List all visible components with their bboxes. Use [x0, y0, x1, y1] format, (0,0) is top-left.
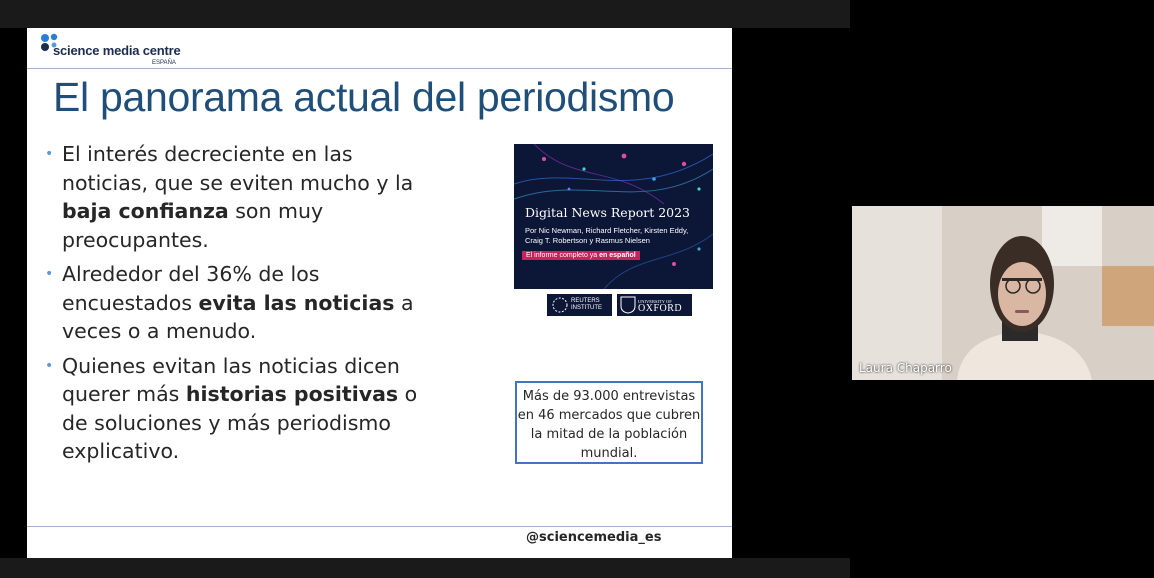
footer-divider — [27, 526, 732, 527]
smc-logo-sub: ESPAÑA — [152, 60, 176, 66]
participant-name: Laura Chaparro — [859, 361, 952, 375]
bullet-list — [45, 140, 425, 472]
bullet-item — [45, 140, 425, 254]
bullet-item — [45, 260, 425, 346]
bullet-emphasis: evita las noticias — [198, 290, 395, 315]
stats-box: Más de 93.000 entrevistas en 46 mercados que cubren la mitad de la población mundial. — [515, 381, 703, 464]
slide-title: El panorama actual del periodismo — [53, 74, 675, 120]
smc-logo-name: science media centre — [53, 43, 181, 58]
top-bar — [0, 0, 850, 28]
bottom-bar — [0, 558, 850, 578]
header-divider — [27, 68, 732, 69]
report-authors: Por Nic Newman, Richard Fletcher, Kirsten Eddy, Craig T. Robertson y Rasmus Nielsen — [525, 226, 689, 245]
report-cta-bold: en español — [599, 252, 636, 259]
participant-video-image — [852, 206, 1154, 380]
report-cover — [514, 144, 713, 289]
bullet-text: El interés decreciente en las noticias, que se eviten mucho y la — [62, 142, 414, 195]
oxford-university-text: UNIVERSITY OF — [638, 299, 672, 304]
bullet-text: son muy preocupantes. — [62, 199, 324, 252]
bullet-dot-icon: • — [45, 146, 54, 162]
bullet-text: Quienes evitan las noticias dicen querer más — [62, 353, 400, 406]
oxford-text: OXFORD — [638, 303, 683, 314]
bullet-dot-icon: • — [45, 266, 54, 282]
bullet-text: o de soluciones y más periodismo explicativo. — [62, 382, 418, 463]
reuters-logo — [547, 294, 612, 316]
twitter-handle: @sciencemedia_es — [526, 530, 662, 545]
bullet-emphasis: baja confianza — [62, 199, 229, 223]
report-cta — [522, 251, 640, 260]
reuters-logo-icon — [550, 295, 570, 315]
shared-slide — [27, 28, 732, 558]
bullet-text: Alrededor del 36% de los encuestados — [62, 262, 320, 315]
participant-video-tile[interactable] — [852, 206, 1154, 380]
bullet-item — [45, 352, 425, 466]
bullet-emphasis: historias positivas — [185, 382, 399, 406]
bullet-dot-icon: • — [45, 357, 54, 374]
bullet-text: a veces o a menudo. — [62, 290, 414, 343]
report-cta-text: El informe completo ya — [526, 252, 598, 259]
oxford-crest-icon — [620, 296, 636, 314]
oxford-logo — [617, 294, 692, 316]
report-title: Digital News Report 2023 — [525, 205, 691, 220]
reuters-logo-text: REUTERS INSTITUTE — [571, 298, 602, 311]
